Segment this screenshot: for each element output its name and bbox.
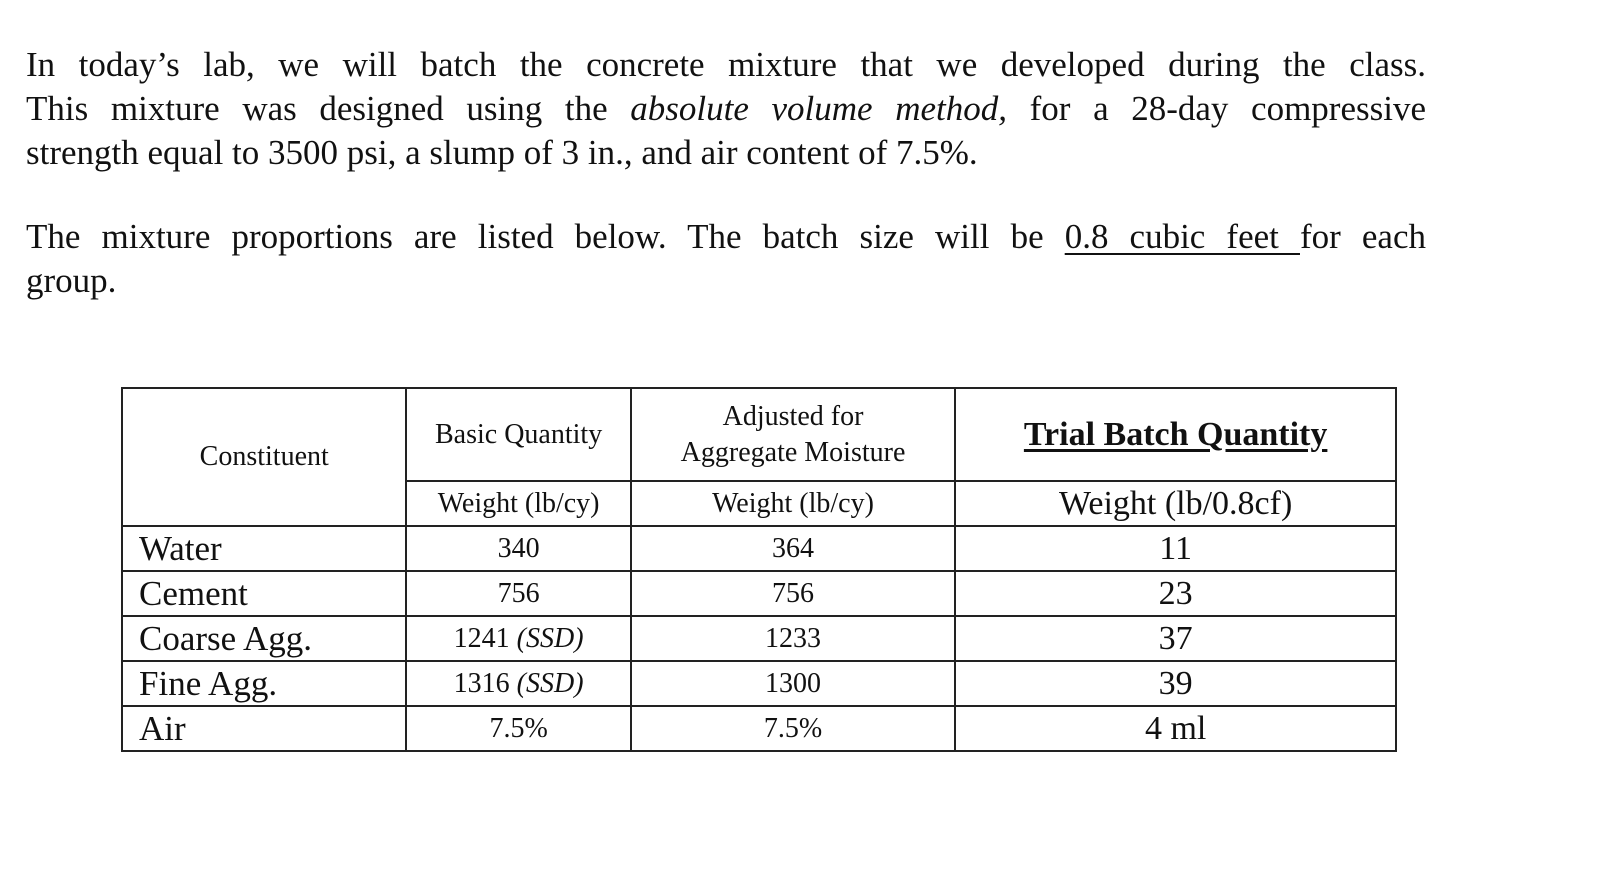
table-row	[122, 526, 1396, 571]
batch-line-1-end: for each	[1299, 217, 1426, 256]
intro-line-2-start: This mixture was designed using the	[26, 89, 631, 128]
basic-number: 1241	[453, 622, 517, 654]
table-row	[122, 616, 1396, 661]
adjusted-unit: Weight (lb/cy)	[631, 481, 956, 526]
basic-value	[406, 526, 630, 571]
trial-value: 11	[955, 526, 1396, 571]
adjusted-value: 1233	[631, 616, 956, 661]
trial-batch-header	[955, 388, 1396, 481]
basic-note: (SSD)	[516, 667, 584, 699]
adjusted-header-line-2: Aggregate Moisture	[680, 436, 906, 468]
adjusted-header	[631, 388, 956, 481]
constituent-name: Fine Agg.	[122, 661, 406, 706]
table-row	[122, 661, 1396, 706]
basic-unit: Weight (lb/cy)	[406, 481, 630, 526]
batch-size: 0.8 cubic feet	[1064, 217, 1300, 256]
trial-batch-header-label: Trial Batch Quantity	[1023, 415, 1328, 453]
basic-number: 756	[497, 577, 540, 609]
adjusted-value: 364	[631, 526, 956, 571]
basic-quantity-header: Basic Quantity	[406, 388, 630, 481]
basic-value	[406, 661, 630, 706]
basic-number: 7.5%	[489, 712, 548, 744]
adjusted-value: 1300	[631, 661, 956, 706]
basic-value	[406, 706, 630, 751]
batch-line-1-start: The mixture proportions are listed below. The batch size will be	[26, 217, 1065, 256]
constituent-name: Water	[122, 526, 406, 571]
batch-paragraph	[26, 215, 1426, 303]
basic-note: (SSD)	[516, 622, 584, 654]
constituent-header: Constituent	[122, 388, 406, 526]
intro-line-2-end: for a 28-day compressive	[1007, 89, 1426, 128]
constituent-name: Cement	[122, 571, 406, 616]
trial-value: 39	[955, 661, 1396, 706]
adjusted-value: 756	[631, 571, 956, 616]
table-row	[122, 571, 1396, 616]
adjusted-value: 7.5%	[631, 706, 956, 751]
batch-line-1	[26, 215, 1426, 259]
trial-value: 23	[955, 571, 1396, 616]
adjusted-header-line-1: Adjusted for	[722, 400, 864, 432]
batch-line-2: group.	[26, 261, 117, 300]
trial-unit: Weight (lb/0.8cf)	[955, 481, 1396, 526]
constituent-name: Coarse Agg.	[122, 616, 406, 661]
method-name: absolute volume method,	[630, 89, 1008, 128]
intro-paragraph	[26, 43, 1426, 175]
table-header-row	[122, 388, 1396, 481]
mixture-table	[121, 387, 1397, 752]
intro-line-2	[26, 87, 1426, 131]
basic-value	[406, 616, 630, 661]
basic-value	[406, 571, 630, 616]
trial-value: 4 ml	[955, 706, 1396, 751]
intro-line-1: In today’s lab, we will batch the concrete mixture that we developed during the class.	[26, 45, 1426, 84]
table-row	[122, 706, 1396, 751]
basic-number: 1316	[453, 667, 517, 699]
intro-line-3: strength equal to 3500 psi, a slump of 3 in., and air content of 7.5%.	[26, 133, 978, 172]
basic-number: 340	[497, 532, 540, 564]
constituent-name: Air	[122, 706, 406, 751]
trial-value: 37	[955, 616, 1396, 661]
